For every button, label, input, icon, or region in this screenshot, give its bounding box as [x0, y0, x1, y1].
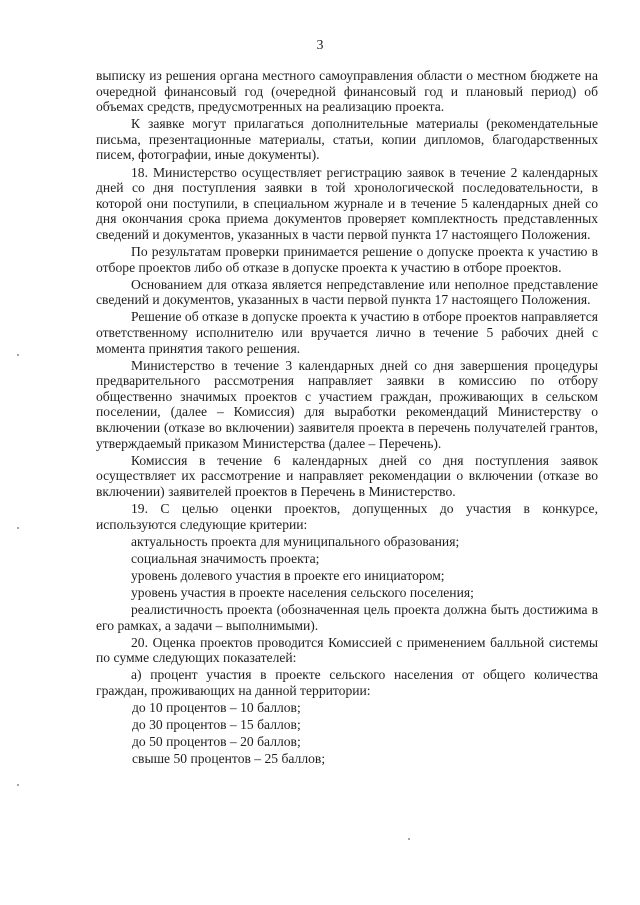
paragraph: уровень участия в проекте населения сельского поселения; [131, 585, 474, 600]
list-item: до 50 процентов – 20 баллов; [132, 734, 301, 750]
scan-speck [17, 784, 19, 786]
paragraph: По результатам проверки принимается решение о допуске проекта к участию в отборе проектов либо об отказе в допуске проекта к участию в отборе проектов. [96, 244, 598, 275]
paragraph: 18. Министерство осуществляет регистрацию заявок в течение 2 календарных дней со дня поступления заявки в той хронологической последовательности, в которой они поступили, в специальном журнале и в течение 5 календарных дней со дня окончания срока приема документов проверяет комплектность представленных сведений и документов, указанных в части первой пункта 17 настоящего Положения. [96, 164, 598, 242]
paragraph: 19. С целью оценки проектов, допущенных до участия в конкурсе, используются следующие критерии: [96, 501, 598, 532]
scan-speck [408, 838, 410, 840]
paragraph: К заявке могут прилагаться дополнительные материалы (рекомендательные письма, презентационные материалы, статьи, копии дипломов, благодарственных писем, фотографии, иные документы). [96, 116, 598, 163]
list-item: свыше 50 процентов – 25 баллов; [132, 751, 326, 767]
scan-speck [17, 527, 19, 529]
scan-speck [17, 354, 19, 356]
paragraph: выписку из решения органа местного самоуправления области о местном бюджете на очередной финансовый год (очередной финансовый год и плановый период) об объемах средств, предусмотренных на реализацию проекта. [96, 68, 598, 115]
paragraph: реалистичность проекта (обозначенная цель проекта должна быть достижима в его рамках, а задачи – выполнимыми). [96, 602, 598, 633]
paragraph: 20. Оценка проектов проводится Комиссией с применением балльной системы по сумме следующих показателей: [96, 634, 598, 666]
paragraph: уровень долевого участия в проекте его инициатором; [131, 567, 445, 583]
paragraph: Основанием для отказа является непредставление или неполное представление сведений и документов, указанных в части первой пункта 17 настоящего Положения. [96, 276, 598, 308]
list-item: до 10 процентов – 10 баллов; [132, 700, 301, 716]
paragraph: актуальность проекта для муниципального образования; [131, 533, 460, 549]
page-number: 3 [316, 38, 324, 53]
paragraph: Комиссия в течение 6 календарных дней со дня поступления заявок осуществляет их рассмотрение и направляет рекомендации о включении (отказе во включении) заявителей проектов в Перечень в Министерство. [96, 452, 598, 499]
paragraph: а) процент участия в проекте сельского населения от общего количества граждан, проживающих на данной территории: [96, 667, 598, 699]
paragraph: Решение об отказе в допуске проекта к участию в отборе проектов направляется ответственному исполнителю или вручается лично в течение 5 рабочих дней с момента принятия такого решения. [96, 309, 598, 356]
paragraph: социальная значимость проекта; [131, 550, 320, 566]
paragraph: Министерство в течение 3 календарных дней со дня завершения процедуры предварительного рассмотрения направляет заявки в комиссию по отбору общественно значимых проектов с участием граждан, проживающих в сельском поселении, (далее – Комиссия) для выработки рекомендаций Министерству о включении (отказе во включении) заявителя проекта в перечень получателей грантов, утверждаемый приказом Министерства (далее – Перечень). [96, 357, 598, 451]
list-item: до 30 процентов – 15 баллов; [132, 717, 301, 733]
document-body [96, 68, 598, 767]
